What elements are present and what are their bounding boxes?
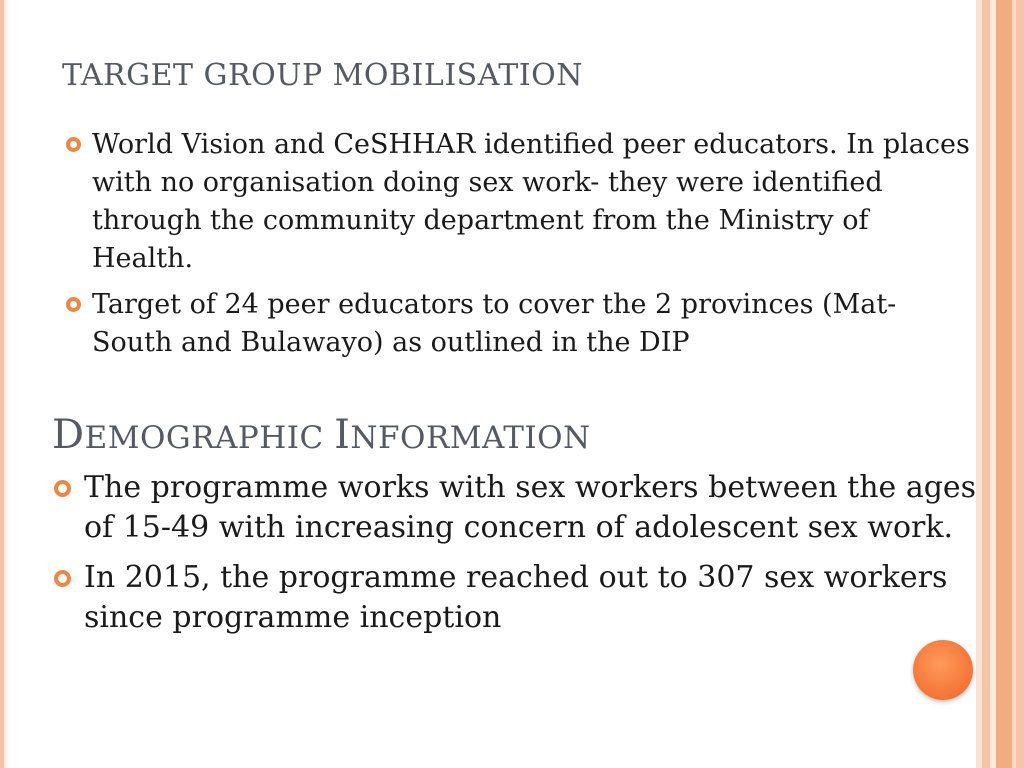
bullet-text: World Vision and CeSHHAR identified peer educators. In places with no organisation doing sex work- they were identified through the community department from the Ministry of Health. [92,129,970,274]
section-title-target-group: TARGET GROUP MOBILISATION [62,58,583,93]
list-item [92,286,972,362]
hollow-circle-bullet-icon [54,570,71,587]
list-item [84,468,984,548]
bullet-text: Target of 24 peer educators to cover the 2 provinces (Mat-South and Bulawayo) as outlined in the DIP [92,289,897,358]
hollow-circle-bullet-icon [66,137,81,152]
title-rest: EMOGRAPHIC [84,420,335,456]
stripe [996,0,1012,768]
title-initial: D [52,412,85,458]
target-group-bullet-list [92,126,972,370]
stripe [1016,0,1024,768]
stripe [982,0,990,768]
title-rest: NFORMATION [350,420,591,456]
bullet-text: The programme works with sex workers between the ages of 15-49 with increasing concern of adolescent sex work. [84,470,977,545]
list-item [84,558,984,638]
hollow-circle-bullet-icon [54,480,71,497]
right-stripes-decoration [976,0,1024,768]
demographic-bullet-list [84,468,984,648]
orange-circle-decoration [913,640,973,700]
hollow-circle-bullet-icon [66,297,81,312]
bullet-text: In 2015, the programme reached out to 307 sex workers since programme inception [84,560,948,635]
title-initial: I [334,412,351,458]
left-border-decoration [0,0,10,768]
list-item [92,126,972,278]
section-title-demographic-information [52,412,591,458]
